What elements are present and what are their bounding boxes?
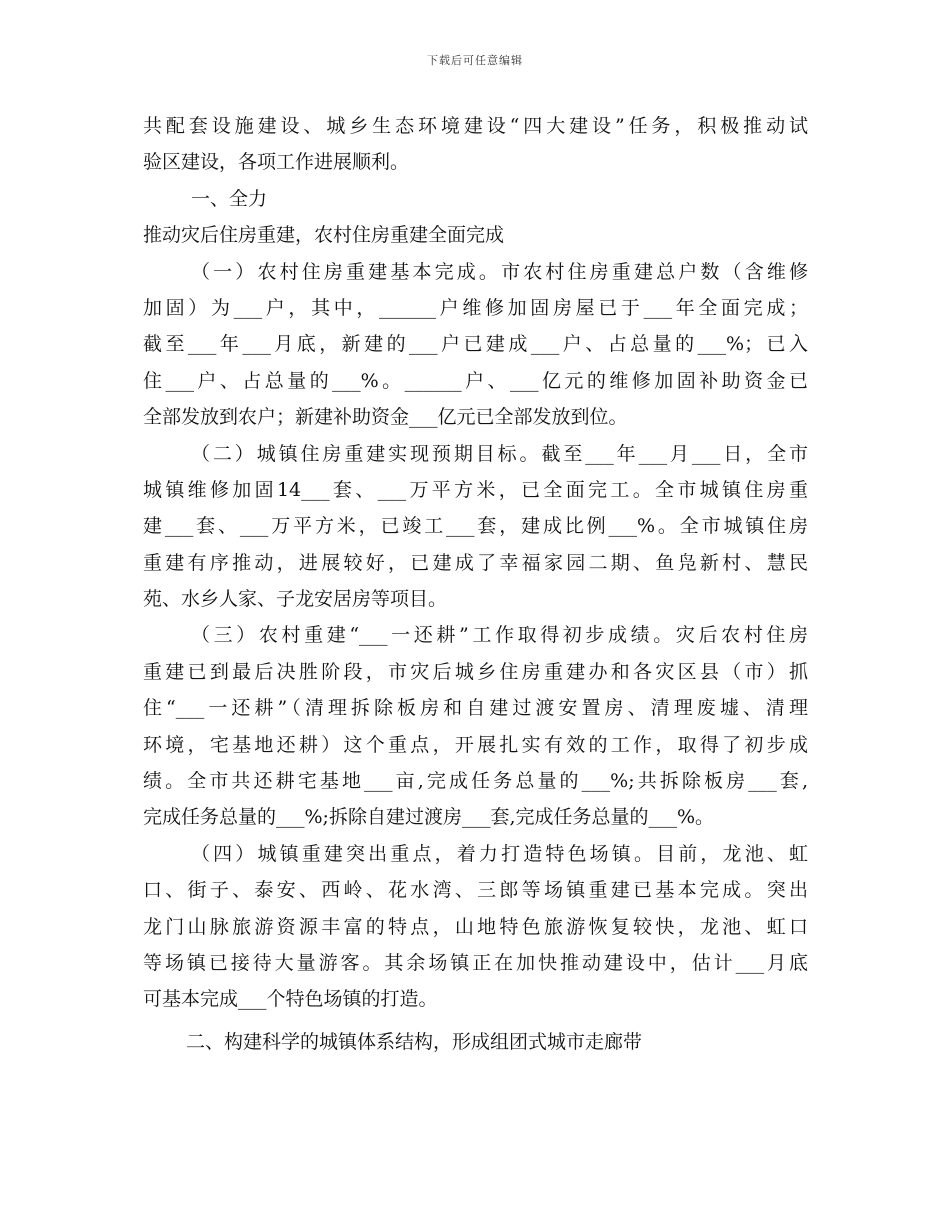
text-line: 全部发放到农户；新建补助资金___亿元已全部发放到位。	[143, 406, 628, 429]
text-line: 加固）为___户，其中，______户维修加固房屋已于___年全面完成；	[143, 296, 808, 319]
text-line: 住___户、占总量的___%。______户、___亿元的维修加固补助资金已	[143, 369, 808, 392]
paragraph-start: （四）城镇重建突出重点，着力打造特色场镇。目前，龙池、虹	[191, 842, 808, 865]
paragraph-start: （一）农村住房重建基本完成。市农村住房重建总户数（含维修	[191, 260, 808, 283]
section-heading: 一、全力	[191, 187, 268, 210]
text-line: 重建已到最后决胜阶段，市灾后城乡住房重建办和各灾区县（市）抓	[143, 660, 808, 683]
text-line: 截至___年___月底，新建的___户已建成___户、占总量的___%；已入	[143, 333, 808, 356]
text-line: 等场镇已接待大量游客。其余场镇正在加快推动建设中，估计___月底	[143, 951, 808, 974]
text-line: 住“___一还耕”（清理拆除板房和自建过渡安置房、清理废墟、清理	[143, 697, 808, 720]
text-line: 苑、水乡人家、子龙安居房等项目。	[143, 588, 448, 611]
section-heading: 推动灾后住房重建，农村住房重建全面完成	[143, 224, 505, 247]
text-line: 绩。全市共还耕宅基地___亩,完成任务总量的___%;共拆除板房___套,	[143, 770, 808, 793]
paragraph-start: （三）农村重建“___一还耕”工作取得初步成绩。灾后农村住房	[191, 624, 808, 647]
text-line: 共配套设施建设、城乡生态环境建设“四大建设”任务，积极推动试	[143, 115, 808, 137]
text-line: 城镇维修加固14___套、___万平方米，已全面完工。全市城镇住房重	[143, 478, 808, 501]
text-line: 重建有序推动，进展较好，已建成了幸福家园二期、鱼凫新村、慧民	[143, 551, 808, 574]
text-line: 口、街子、泰安、西岭、花水湾、三郎等场镇重建已基本完成。突出	[143, 879, 808, 902]
text-line: 龙门山脉旅游资源丰富的特点，山地特色旅游恢复较快，龙池、虹口	[143, 915, 808, 938]
text-line: 可基本完成___个特色场镇的打造。	[143, 988, 438, 1011]
text-line: 完成任务总量的___%;拆除自建过渡房___套,完成任务总量的___%。	[143, 806, 715, 829]
page-header: 下载后可任意编辑	[427, 54, 523, 67]
document-body	[143, 108, 808, 1060]
text-line: 环境，宅基地还耕）这个重点，开展扎实有效的工作，取得了初步成	[143, 733, 808, 756]
text-line: 建___套、___万平方米，已竣工___套，建成比例___%。全市城镇住房	[143, 515, 808, 538]
text-line: 验区建设，各项工作进展顺利。	[143, 151, 410, 174]
section-heading: 二、构建科学的城镇体系结构，形成组团式城市走廊带	[186, 1030, 643, 1053]
paragraph-start: （二）城镇住房重建实现预期目标。截至___年___月___日，全市	[191, 442, 808, 465]
